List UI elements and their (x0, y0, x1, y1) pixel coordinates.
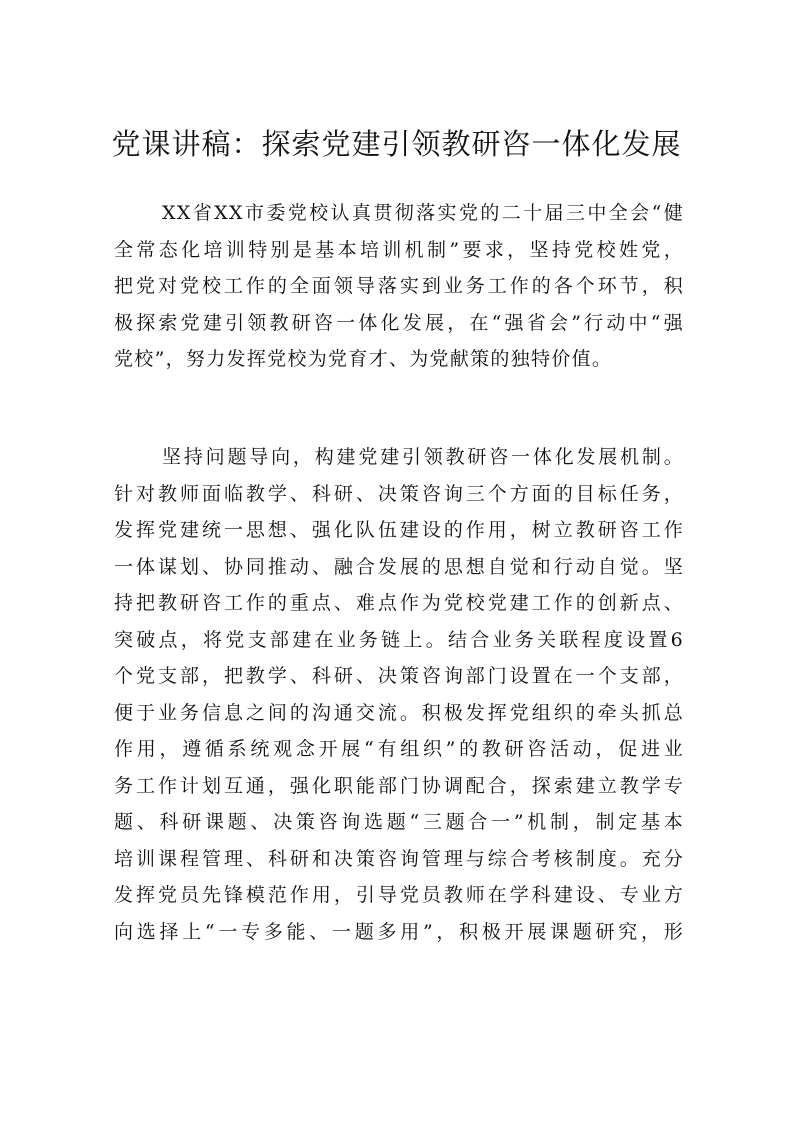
paragraph-line: 全常态化培训特别是基本培训机制”要求，坚持党校姓党， (114, 238, 684, 261)
paragraph-line: 发挥党员先锋模范作用，引导党员教师在学科建设、专业方 (114, 884, 684, 906)
paragraph-line: 针对教师面临教学、科研、决策咨询三个方面的目标任务， (114, 482, 684, 505)
paragraph-line: 极探索党建引领教研咨一体化发展，在“强省会”行动中“强 (114, 311, 684, 334)
paragraph-line: 培训课程管理、科研和决策咨询管理与综合考核制度。充分 (114, 847, 684, 870)
paragraph-line: 发挥党建统一思想、强化队伍建设的作用，树立教研咨工作 (114, 519, 684, 541)
paragraph-body (114, 439, 684, 950)
paragraph-line: 党校”，努力发挥党校为党育才、为党献策的独特价值。 (114, 348, 613, 370)
paragraph-line: 向选择上“一专多能、一题多用”，积极开展课题研究，形 (114, 920, 684, 943)
paragraph-line: 突破点，将党支部建在业务链上。结合业务关联程度设置6 (114, 628, 684, 651)
paragraph-line: 作用，遵循系统观念开展“有组织”的教研咨活动，促进业 (114, 738, 684, 760)
paragraph-line: XX省XX市委党校认真贯彻落实党的二十届三中全会“健 (162, 202, 684, 224)
paragraph-line: 把党对党校工作的全面领导落实到业务工作的各个环节，积 (114, 275, 684, 297)
paragraph-line: 务工作计划互通，强化职能部门协调配合，探索建立教学专 (114, 774, 684, 797)
paragraph-line: 个党支部，把教学、科研、决策咨询部门设置在一个支部， (114, 665, 684, 687)
paragraph-line: 便于业务信息之间的沟通交流。积极发挥党组织的牵头抓总 (114, 701, 684, 724)
paragraph-intro (114, 195, 684, 378)
paragraph-line: 持把教研咨工作的重点、难点作为党校党建工作的创新点、 (114, 592, 684, 614)
page-title: 党课讲稿：探索党建引领教研咨一体化发展 (111, 127, 682, 161)
paragraph-line: 一体谋划、协同推动、融合发展的思想自觉和行动自觉。坚 (114, 555, 684, 578)
paragraph-line: 坚持问题导向，构建党建引领教研咨一体化发展机制。 (162, 446, 684, 468)
paragraph-line: 题、科研课题、决策咨询选题“三题合一”机制，制定基本 (114, 811, 684, 833)
